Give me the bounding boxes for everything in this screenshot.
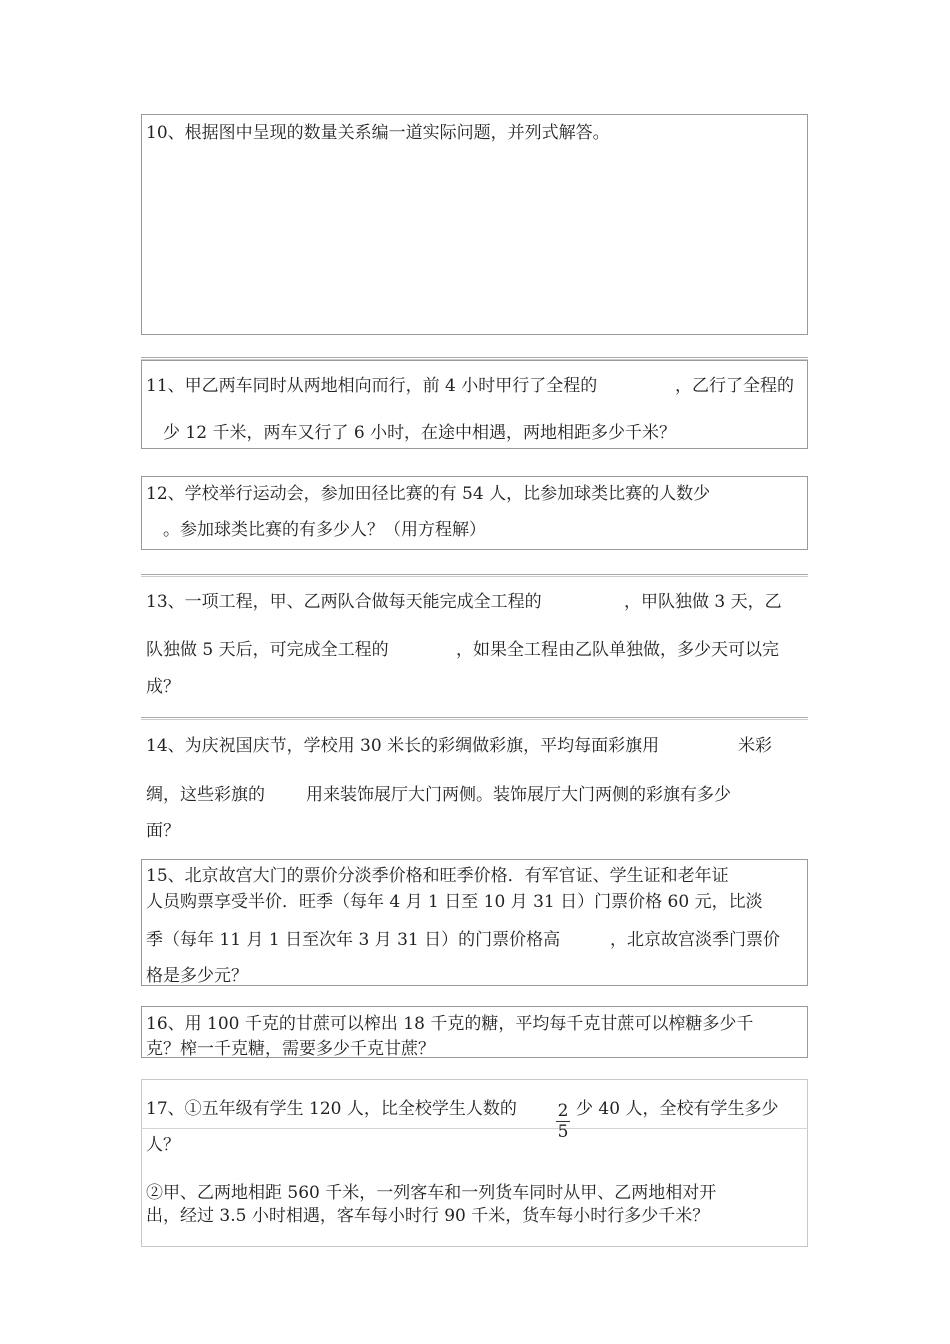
question-13-line3: 成？ [146,677,180,697]
question-15-line3a: 季（每年 11 月 1 日至次年 3 月 31 日）的门票价格高 [146,930,561,950]
fraction-numerator: 2 [557,1101,569,1121]
question-16-line2: 克？榨一千克糖，需要多少千克甘蔗？ [146,1039,435,1059]
question-10-text: 10、根据图中呈现的数量关系编一道实际问题，并列式解答。 [146,123,610,143]
question-17-line2: 人？ [146,1135,180,1155]
question-14-line3: 面？ [146,821,180,841]
question-12-line2: 。参加球类比赛的有多少人？（用方程解） [163,520,486,540]
question-17-line1b: 少 40 人，全校有学生多少 [576,1099,779,1119]
fraction-denominator: 5 [557,1122,569,1142]
question-15-line3b: ，北京故宫淡季门票价 [610,930,780,950]
question-15-line4: 格是多少元？ [146,966,248,986]
question-17-inner-divider [141,1128,808,1129]
question-14-line1a: 14、为庆祝国庆节，学校用 30 米长的彩绸做彩旗，平均每面彩旗用 [146,736,660,756]
question-17-line1a: 17、①五年级有学生 120 人，比全校学生人数的 [146,1099,517,1119]
question-14-line2b: 用来装饰展厅大门两侧。装饰展厅大门两侧的彩旗有多少 [306,785,731,805]
question-13-line2b: ，如果全工程由乙队单独做，多少天可以完 [456,640,779,660]
question-13-line1a: 13、一项工程，甲、乙两队合做每天能完成全工程的 [146,592,542,612]
divider [141,574,808,577]
question-10-box [141,114,808,335]
question-12-line1: 12、学校举行运动会，参加田径比赛的有 54 人，比参加球类比赛的人数少 [146,484,711,504]
question-17-line3: ②甲、乙两地相距 560 千米，一列客车和一列货车同时从甲、乙两地相对开 [146,1183,717,1203]
question-11-line2: 少 12 千米，两车又行了 6 小时，在途中相遇，两地相距多少千米？ [163,423,677,443]
question-11-line1a: 11、甲乙两车同时从两地相向而行，前 4 小时甲行了全程的 [146,376,598,396]
divider [141,717,808,720]
question-13-line2a: 队独做 5 天后，可完成全工程的 [146,640,389,660]
question-11-line1b: ，乙行了全程的 [675,376,794,396]
question-14-line2a: 绸，这些彩旗的 [146,785,265,805]
question-14-line1b: 米彩 [738,736,772,756]
question-17-line4: 出，经过 3.5 小时相遇，客车每小时行 90 千米，货车每小时行多少千米？ [146,1206,710,1226]
question-15-line1: 15、北京故宫大门的票价分淡季价格和旺季价格．有军官证、学生证和老年证 [146,866,729,886]
question-13-line1b: ，甲队独做 3 天，乙 [624,592,782,612]
question-15-line2: 人员购票享受半价．旺季（每年 4 月 1 日至 10 月 31 日）门票价格 60 元，比淡 [146,892,763,912]
question-16-line1: 16、用 100 千克的甘蔗可以榨出 18 千克的糖，平均每千克甘蔗可以榨糖多少千 [146,1014,754,1034]
fraction-two-fifths [556,1102,570,1141]
